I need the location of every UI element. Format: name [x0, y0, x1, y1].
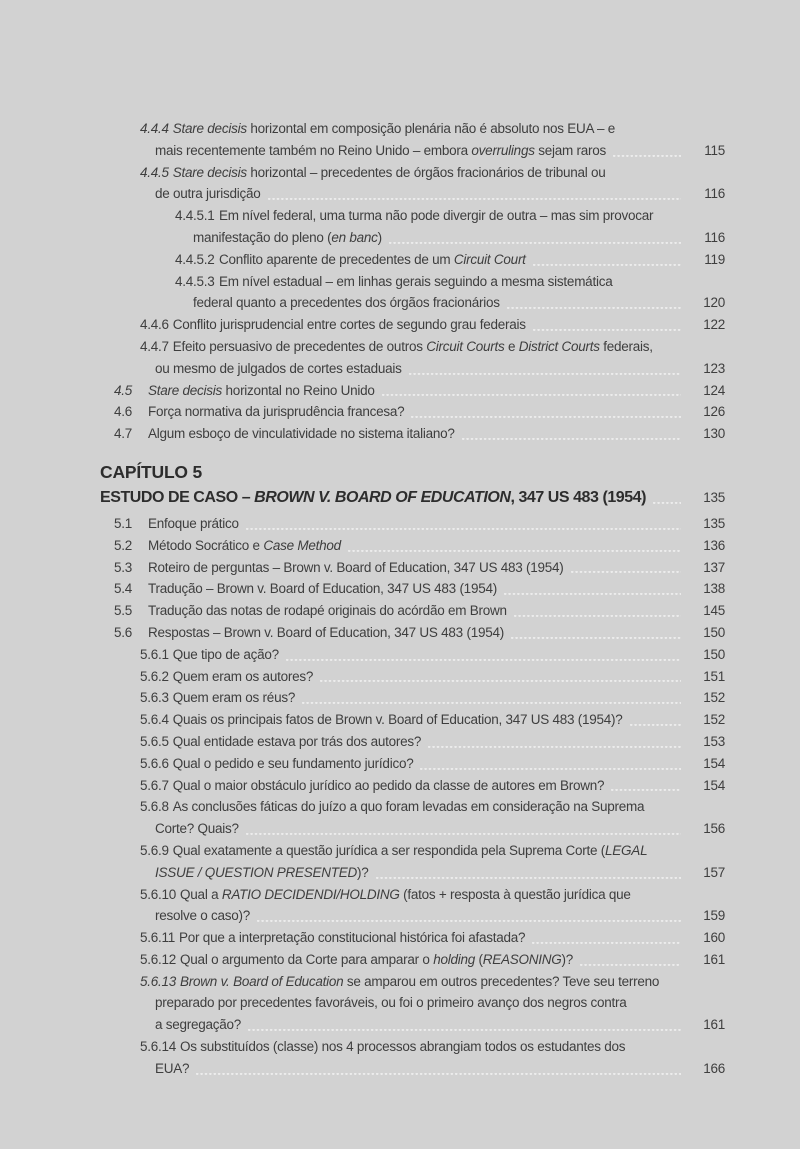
dot-leader [301, 702, 681, 705]
entry-last-line [114, 380, 725, 402]
entry-text-run: Método Socrático e [148, 537, 264, 553]
entry-number: 5.6.1 [140, 646, 169, 662]
dot-leader [579, 964, 681, 967]
entry-text-run: Qual a [180, 886, 222, 902]
page-number: 126 [703, 404, 725, 420]
entry-number: 5.1 [114, 515, 133, 531]
dot-leader [612, 155, 681, 158]
entry-last-line [140, 775, 725, 797]
entry-number: 4.4.5 [140, 164, 169, 180]
entry-last-line [140, 358, 725, 380]
page-number: 136 [703, 537, 725, 553]
entry-text-run: LEGAL [605, 842, 648, 858]
entry-number: 5.6 [114, 624, 133, 640]
entry-title [140, 687, 295, 709]
entry-title [140, 1039, 625, 1054]
entry-text-run: Força normativa da jurisprudência francesa? [148, 404, 405, 420]
entry-text-run: de outra jurisdição [155, 186, 261, 202]
entry-last-line [140, 183, 725, 205]
entry-title [114, 401, 404, 423]
entry-text-run: Qual entidade estava por trás dos autores? [172, 733, 422, 749]
entry-text-run: horizontal em composição plenária não é absoluto nos EUA – e [246, 121, 616, 136]
entry-text-run: Qual o argumento da Corte para amparar o [180, 951, 434, 967]
dot-leader [510, 637, 681, 640]
entry-last-line [140, 666, 725, 688]
dot-leader [267, 198, 681, 201]
dot-leader [247, 1029, 681, 1032]
dot-leader [381, 394, 681, 397]
entry-number: 5.6.10 [140, 886, 177, 902]
entry-last-line [140, 644, 725, 666]
entry-text-run: overrulings [471, 142, 535, 158]
entry-text-run: Roteiro de perguntas – Brown v. Board of Education, 347 US 483 (1954) [148, 559, 564, 575]
entry-text-run: holding [433, 951, 475, 967]
entry-text-run: preparado por precedentes favoráveis, ou foi o primeiro avanço dos negros contra [155, 995, 627, 1011]
entry-text-run: BROWN V. BOARD OF EDUCATION [254, 488, 511, 506]
toc-entry [100, 535, 725, 557]
entry-text-run: sejam raros [534, 142, 606, 158]
toc-entry [100, 249, 725, 271]
entry-number: 5.6.2 [140, 668, 169, 684]
entry-text-run: Tradução das notas de rodapé originais do acórdão em Brown [148, 603, 507, 619]
entry-text-run: EUA? [155, 1060, 190, 1076]
entry-last-line [114, 535, 725, 557]
page-number: 119 [704, 251, 725, 267]
entry-text-run: (fatos + resposta à questão jurídica que [399, 886, 631, 902]
entry-text-run: As conclusões fáticas do juízo a quo foram levadas em consideração na Suprema [172, 799, 645, 815]
entry-title [140, 314, 526, 336]
toc-entry [100, 513, 725, 535]
entry-text-run: ( [475, 951, 483, 967]
page-number: 150 [703, 646, 725, 662]
entry-last-line [140, 709, 725, 731]
page-number: 151 [703, 668, 725, 684]
chapter-heading [100, 460, 725, 510]
entry-text-run: Por que a interpretação constitucional histórica foi afastada? [179, 930, 526, 946]
entry-line [140, 118, 725, 140]
entry-last-line [140, 1058, 725, 1080]
entry-last-line [140, 927, 725, 949]
entry-number: 5.5 [114, 603, 133, 619]
dot-leader [531, 942, 681, 945]
entry-last-line [140, 818, 725, 840]
entry-text-run: Em nível federal, uma turma não pode divergir de outra – mas sim provocar [219, 208, 654, 224]
entry-number: 4.5 [114, 382, 133, 398]
entry-text-run: Quais os principais fatos de Brown v. Board of Education, 347 US 483 (1954)? [172, 712, 623, 728]
entry-number: 5.6.5 [140, 733, 169, 749]
dot-leader [408, 373, 681, 376]
entry-text-run: ) [377, 229, 382, 245]
page-number: 160 [703, 930, 725, 946]
entry-line [140, 840, 725, 862]
entry-text-run: Stare decisis [148, 382, 223, 398]
entry-text-run: )? [561, 951, 574, 967]
toc-entry [100, 796, 725, 840]
entry-last-line [140, 731, 725, 753]
page-number: 150 [703, 624, 725, 640]
entry-line [140, 971, 725, 993]
dot-leader [506, 307, 681, 310]
entry-line [140, 336, 725, 358]
toc-entry [100, 336, 725, 380]
entry-text-run: ESTUDO DE CASO – [100, 488, 255, 506]
toc-entry [100, 927, 725, 949]
entry-number: 4.4.5.1 [175, 208, 215, 224]
page-number: 154 [703, 777, 725, 793]
entry-title [140, 775, 604, 797]
entry-text-run: Algum esboço de vinculatividade no sistema italiano? [148, 426, 455, 442]
entry-title [114, 557, 564, 579]
entry-number: 5.6.3 [140, 690, 169, 706]
entry-last-line [114, 557, 725, 579]
entry-text-run: Corte? Quais? [155, 821, 239, 837]
page-number: 120 [703, 295, 725, 311]
toc-entry [100, 731, 725, 753]
dot-leader [610, 789, 681, 792]
dot-leader [410, 416, 681, 419]
entry-last-line [175, 249, 725, 271]
dot-leader [285, 659, 681, 662]
entry-text-run: , 347 US 483 (1954) [510, 488, 646, 506]
entry-last-line [140, 753, 725, 775]
dot-leader [319, 680, 681, 683]
table-of-contents [100, 118, 725, 1080]
entry-number: 5.4 [114, 581, 133, 597]
entry-title [140, 887, 631, 902]
entry-text-run: horizontal – precedentes de órgãos fracionários de tribunal ou [246, 164, 606, 180]
page-number: 124 [703, 382, 725, 398]
page-number: 130 [703, 426, 725, 442]
page-number: 116 [704, 229, 725, 245]
entry-text-run: Tradução – Brown v. Board of Education, 347 US 483 (1954) [148, 581, 497, 597]
entry-number: 5.6.6 [140, 755, 169, 771]
page-number: 161 [703, 951, 725, 967]
entry-number: 4.4.5.2 [175, 251, 215, 267]
entry-text-run: Em nível estadual – em linhas gerais seguindo a mesma sistemática [219, 273, 613, 289]
entry-text-run: Que tipo de ação? [172, 646, 279, 662]
entry-line [140, 992, 725, 1014]
entry-number: 5.6.4 [140, 712, 169, 728]
entry-last-line [175, 227, 725, 249]
toc-entry [100, 578, 725, 600]
entry-text-run: se amparou em outros precedentes? Teve seu terreno [343, 973, 660, 989]
entry-title [175, 274, 612, 289]
dot-leader [245, 833, 681, 836]
entry-title [140, 753, 413, 775]
entry-text-run: Enfoque prático [148, 515, 239, 531]
page-number: 152 [703, 690, 725, 706]
entry-title [114, 535, 341, 557]
entry-last-line [140, 1014, 725, 1036]
entry-last-line [140, 905, 725, 927]
entry-title [114, 423, 455, 445]
entry-text-run: Stare decisis [172, 121, 247, 136]
dot-leader [532, 264, 681, 267]
toc-entry [100, 884, 725, 928]
entry-text-run: Stare decisis [172, 164, 247, 180]
entry-title [175, 208, 653, 223]
entry-number: 4.6 [114, 404, 133, 420]
page-number: 157 [703, 864, 725, 880]
page-number: 154 [703, 755, 725, 771]
entry-last-line [175, 292, 725, 314]
toc-entry [100, 401, 725, 423]
dot-leader [461, 438, 681, 441]
toc-entry [100, 557, 725, 579]
entry-line [140, 162, 725, 184]
toc-entry [100, 162, 725, 206]
entry-title [155, 183, 261, 205]
page-number: 123 [703, 360, 725, 376]
entry-title [155, 140, 606, 162]
entry-text-run: Case Method [263, 537, 341, 553]
entry-last-line [114, 423, 725, 445]
entry-last-line [114, 600, 725, 622]
entry-title [140, 666, 313, 688]
entry-number: 5.6.8 [140, 799, 169, 815]
entry-text-run: District Courts [518, 338, 600, 354]
entry-last-line [140, 862, 725, 884]
entry-text-run: a segregação? [155, 1017, 242, 1033]
entry-title [140, 644, 279, 666]
entry-text-run: Quem eram os réus? [172, 690, 296, 706]
entry-line [140, 884, 725, 906]
entry-text-run: Qual o pedido e seu fundamento jurídico? [172, 755, 414, 771]
entry-number: 4.4.5.3 [175, 273, 215, 289]
entry-text-run: REASONING [482, 951, 562, 967]
entry-title [140, 709, 623, 731]
entry-number: 5.6.9 [140, 842, 169, 858]
toc-entry [100, 753, 725, 775]
entry-last-line [140, 687, 725, 709]
entry-text-run: Qual o maior obstáculo jurídico ao pedido da classe de autores em Brown? [172, 777, 605, 793]
entry-title [193, 227, 382, 249]
entry-number: 5.6.7 [140, 777, 169, 793]
dot-leader [419, 768, 681, 771]
entry-line [175, 271, 725, 293]
entry-title [155, 1058, 189, 1080]
toc-entry [100, 205, 725, 249]
toc-entry [100, 380, 725, 402]
entry-text-run: e [504, 338, 519, 354]
entry-title [155, 905, 250, 927]
entry-title [114, 513, 239, 535]
entry-line [140, 796, 725, 818]
toc-entry [100, 840, 725, 884]
entry-text-run: ISSUE / QUESTION PRESENTED [155, 864, 358, 880]
entry-title [140, 731, 421, 753]
entry-last-line [114, 513, 725, 535]
page-number: 137 [703, 559, 725, 575]
entry-title [140, 927, 525, 949]
entry-text-run: en banc [331, 229, 378, 245]
toc-entry [100, 314, 725, 336]
toc-entry [100, 271, 725, 315]
page-number: 166 [703, 1060, 725, 1076]
entry-title [114, 578, 497, 600]
entry-title [114, 600, 507, 622]
entry-number: 5.6.12 [140, 951, 177, 967]
page-number: 161 [703, 1017, 725, 1033]
page-number: 116 [704, 186, 725, 202]
dot-leader [245, 528, 681, 531]
entry-text-run: Circuit Court [453, 251, 526, 267]
entry-text-run: RATIO DECIDENDI/HOLDING [221, 886, 400, 902]
entry-title [140, 949, 573, 971]
dot-leader [388, 242, 681, 245]
entry-last-line [140, 949, 725, 971]
page-number: 115 [704, 142, 725, 158]
entry-text-run: Quem eram os autores? [172, 668, 314, 684]
entry-number: 5.6.14 [140, 1039, 177, 1055]
entry-line [140, 1036, 725, 1058]
toc-entry [100, 118, 725, 162]
entry-title [114, 380, 375, 402]
toc-entry [100, 423, 725, 445]
toc-entry [100, 622, 725, 644]
toc-entry [100, 600, 725, 622]
page-number: 145 [703, 603, 725, 619]
entry-last-line [114, 578, 725, 600]
dot-leader [570, 571, 681, 574]
entry-last-line [114, 622, 725, 644]
entry-last-line [140, 314, 725, 336]
toc-entry [100, 687, 725, 709]
page-number: 156 [703, 821, 725, 837]
dot-leader [532, 329, 681, 332]
chapter-title-line [100, 485, 725, 510]
entry-title [155, 995, 627, 1010]
entry-text-run: Conflito jurisprudencial entre cortes de segundo grau federais [172, 317, 526, 333]
entry-title [155, 818, 239, 840]
page-number: 135 [703, 515, 725, 531]
entry-text-run: Conflito aparente de precedentes de um [219, 251, 454, 267]
toc-entry [100, 666, 725, 688]
entry-line [175, 205, 725, 227]
entry-number: 5.2 [114, 537, 133, 553]
entry-number: 4.4.7 [140, 338, 169, 354]
dot-leader [195, 1073, 681, 1076]
entry-number: 4.4.4 [140, 121, 169, 136]
entry-text-run: )? [357, 864, 369, 880]
entry-text-run: Brown v. Board of Education [180, 973, 344, 989]
entry-text-run: resolve o caso)? [155, 908, 251, 924]
entry-number: 4.7 [114, 426, 133, 442]
entry-number: 5.6.11 [140, 930, 176, 946]
entry-number: 4.4.6 [140, 317, 169, 333]
dot-leader [629, 724, 681, 727]
entry-last-line [140, 140, 725, 162]
chapter-title [100, 485, 646, 510]
entry-title [140, 165, 606, 180]
entry-title [140, 121, 615, 136]
entry-title [140, 339, 653, 354]
entry-text-run: Circuit Courts [426, 338, 505, 354]
entry-text-run: ou mesmo de julgados de cortes estaduais [155, 360, 402, 376]
toc-entry [100, 775, 725, 797]
entry-text-run: Os substituídos (classe) nos 4 processos abrangiam todos os estudantes dos [180, 1039, 626, 1055]
entry-text-run: Respostas – Brown v. Board of Education, 347 US 483 (1954) [148, 624, 504, 640]
entry-text-run: Qual exatamente a questão jurídica a ser respondida pela Suprema Corte ( [172, 842, 606, 858]
dot-leader [256, 920, 681, 923]
page-number: 138 [703, 581, 725, 597]
entry-number: 5.3 [114, 559, 133, 575]
entry-title [155, 862, 369, 884]
page-number: 135 [703, 489, 725, 505]
chapter-kicker: CAPÍTULO 5 [100, 461, 203, 482]
entry-title [140, 843, 647, 858]
entry-title [155, 1014, 241, 1036]
entry-text-run: horizontal no Reino Unido [222, 382, 375, 398]
entry-title [114, 622, 504, 644]
dot-leader [427, 746, 681, 749]
toc-entry [100, 1036, 725, 1080]
toc-entry [100, 644, 725, 666]
dot-leader [652, 502, 681, 505]
dot-leader [375, 877, 681, 880]
toc-entry [100, 971, 725, 1036]
entry-text-run: federal quanto a precedentes dos órgãos fracionários [193, 295, 500, 311]
entry-text-run: mais recentemente também no Reino Unido – embora [155, 142, 472, 158]
dot-leader [503, 593, 681, 596]
page-number: 159 [703, 908, 725, 924]
entry-text-run: manifestação do pleno ( [193, 229, 332, 245]
page-number: 122 [703, 317, 725, 333]
entry-text-run: federais, [599, 338, 653, 354]
entry-title [140, 974, 659, 989]
page-number: 152 [703, 712, 725, 728]
entry-text-run: Efeito persuasivo de precedentes de outros [172, 338, 427, 354]
toc-entry [100, 709, 725, 731]
dot-leader [513, 615, 681, 618]
toc-entry [100, 949, 725, 971]
entry-last-line [114, 401, 725, 423]
dot-leader [347, 550, 681, 553]
entry-title [140, 799, 644, 814]
entry-title [175, 249, 526, 271]
entry-title [193, 292, 500, 314]
page-number: 153 [703, 733, 725, 749]
entry-number: 5.6.13 [140, 973, 177, 989]
entry-title [155, 358, 402, 380]
